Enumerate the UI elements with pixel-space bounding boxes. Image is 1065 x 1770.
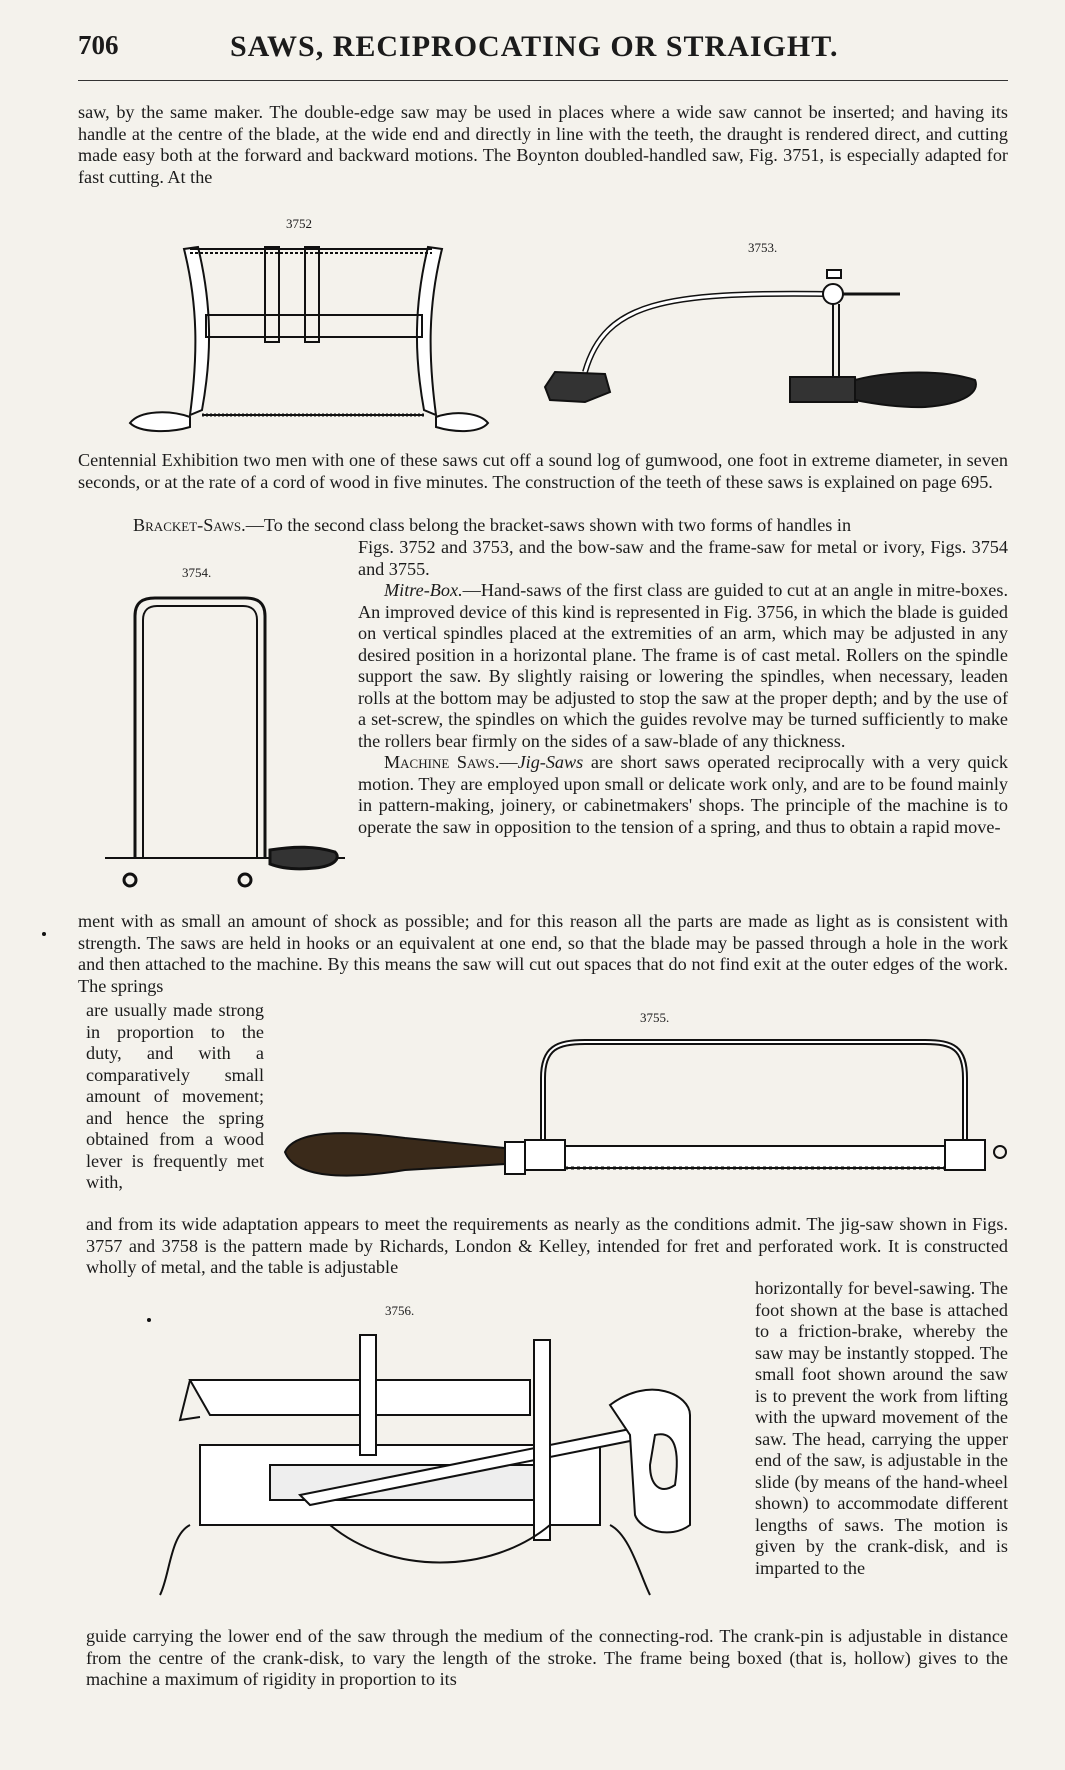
figure-label-3755: 3755.	[640, 1010, 670, 1025]
figure-label-3754: 3754.	[182, 565, 212, 580]
paragraph-intro-text: saw, by the same maker. The double-edge saw may be used in places where a wide saw cannot be inserted; and having its handle at the centre of the blade, at the wide end and directly in line with the teeth, the draught is rendered direct, and cutting made easy both at the forward and backward motions. The Boynton doubled-handled saw, Fig. 3751, is especially adapted for fast cutting. At the	[78, 102, 1008, 187]
paragraph-centennial	[78, 450, 1008, 493]
paragraph-movement-text: ment with as small an amount of shock as possible; and for this reason all the parts are made as light as is consistent with strength. The saws are held in hooks or an equivalent at one end, so that the blade may be passed through a hole in the work and then attached to the machine. By this means the saw will cut out spaces that do not find exit at the outer edges of the work. The springs	[78, 911, 1008, 996]
paragraph-guide-text: guide carrying the lower end of the saw through the medium of the connecting-rod. The crank-pin is adjustable in distance from the centre of the crank-disk, to vary the length of the stroke. The frame being boxed (that is, hollow) gives to the machine a maximum of rigidity in proportion to its	[86, 1626, 1008, 1689]
paragraph-guide	[86, 1626, 1008, 1691]
machine-saws-text: are short saws operated reciprocally with a very quick motion. They are employed upon small or delicate work only, and are to be found mainly in pattern-making, joinery, or cabinetmakers' shops. The principle of the machine is to operate the saw in opposition to the tension of a spring, and thus to obtain a rapid move-	[358, 752, 1008, 837]
figure-3756-mitre-box	[130, 1325, 750, 1615]
paragraph-centennial-text: Centennial Exhibition two men with one of these saws cut off a sound log of gumwood, one foot in extreme diameter, in seven seconds, or at the rate of a cord of wood in five minutes. The construction of the teeth of these saws is explained on page 695.	[78, 450, 1008, 492]
figure-3755-hacksaw	[285, 1030, 1015, 1195]
paragraph-intro	[78, 102, 1008, 188]
paragraph-bracket-saws-cont	[358, 537, 1008, 838]
paragraph-springs-column	[86, 1000, 264, 1194]
springs-column-text: are usually made strong in proportion to the duty, and with a comparatively small amount of movement; and hence the spring obtained from a wood lever is frequently met with,	[86, 1000, 264, 1192]
machine-saws-heading: Machine Saws.	[384, 752, 500, 772]
bracket-saws-text-b: Figs. 3752 and 3753, and the bow-saw and the frame-saw for metal or ivory, Figs. 3754 and 3755.	[358, 537, 1008, 579]
ink-mark	[147, 1318, 151, 1322]
paragraph-bracket-saws	[78, 515, 1008, 537]
bracket-saws-text-a: —To the second class belong the bracket-saws shown with two forms of handles in	[245, 515, 852, 535]
bracket-saws-heading: Bracket-Saws.	[133, 515, 246, 535]
figure-label-3753: 3753.	[748, 240, 778, 255]
jig-saws-heading: Jig-Saws	[517, 752, 584, 772]
mitre-box-text: —Hand-saws of the first class are guided to cut at an angle in mitre-boxes. An improved device of this kind is represented in Fig. 3756, in which the blade is guided on vertical spindles placed at the extremities of an arm, which may be adjusted in any desired position in a horizontal plane. The frame is of cast metal. Rollers on the spindle support the saw. By slightly raising or lowering the spindles, when necessary, leaden rolls at the bottom may be adjusted to stop the saw at the proper depth; and by the use of a set-screw, the spindles on which the guides revolve may be turned sufficiently to make the rollers bear firmly on the sides of a saw-blade of any thickness.	[358, 580, 1008, 751]
right-column-text: horizontally for bevel-sawing. The foot shown at the base is attached to a friction-brake, whereby the saw may be instantly stopped. The small foot shown around the saw is to prevent the work from lifting with the upward movement of the saw. The head, carrying the upper end of the saw, is adjustable in the slide (by means of the hand-wheel shown) to accommodate different lengths of saws. The motion is given by the crank-disk, and is imparted to the	[755, 1278, 1008, 1578]
machine-saws-dash: —	[499, 752, 518, 772]
ink-mark	[42, 932, 46, 936]
page-title: SAWS, RECIPROCATING OR STRAIGHT.	[230, 30, 839, 63]
figure-3754-frame-saw	[95, 588, 345, 888]
paragraph-jig-saw-text: and from its wide adaptation appears to meet the requirements as nearly as the conditions admit. The jig-saw shown in Figs. 3757 and 3758 is the pattern made by Richards, London & Kelley, intended for fret and perforated work. It is constructed wholly of metal, and the table is adjustable	[86, 1214, 1008, 1277]
figure-label-3756: 3756.	[385, 1303, 415, 1318]
header-rule	[78, 80, 1008, 81]
mitre-box-heading: Mitre-Box.	[384, 580, 463, 600]
paragraph-movement	[78, 911, 1008, 997]
figure-3753-bracket-saw	[545, 262, 985, 432]
paragraph-mitre-box	[358, 580, 1008, 752]
paragraph-machine-saws	[358, 752, 1008, 838]
figure-label-3752: 3752	[286, 216, 312, 231]
page-number: 706	[78, 30, 119, 60]
paragraph-jig-saw	[86, 1214, 1008, 1279]
figure-3752-bow-saw	[120, 235, 450, 435]
paragraph-right-column	[755, 1278, 1008, 1579]
bracket-saws-line	[78, 515, 1008, 537]
